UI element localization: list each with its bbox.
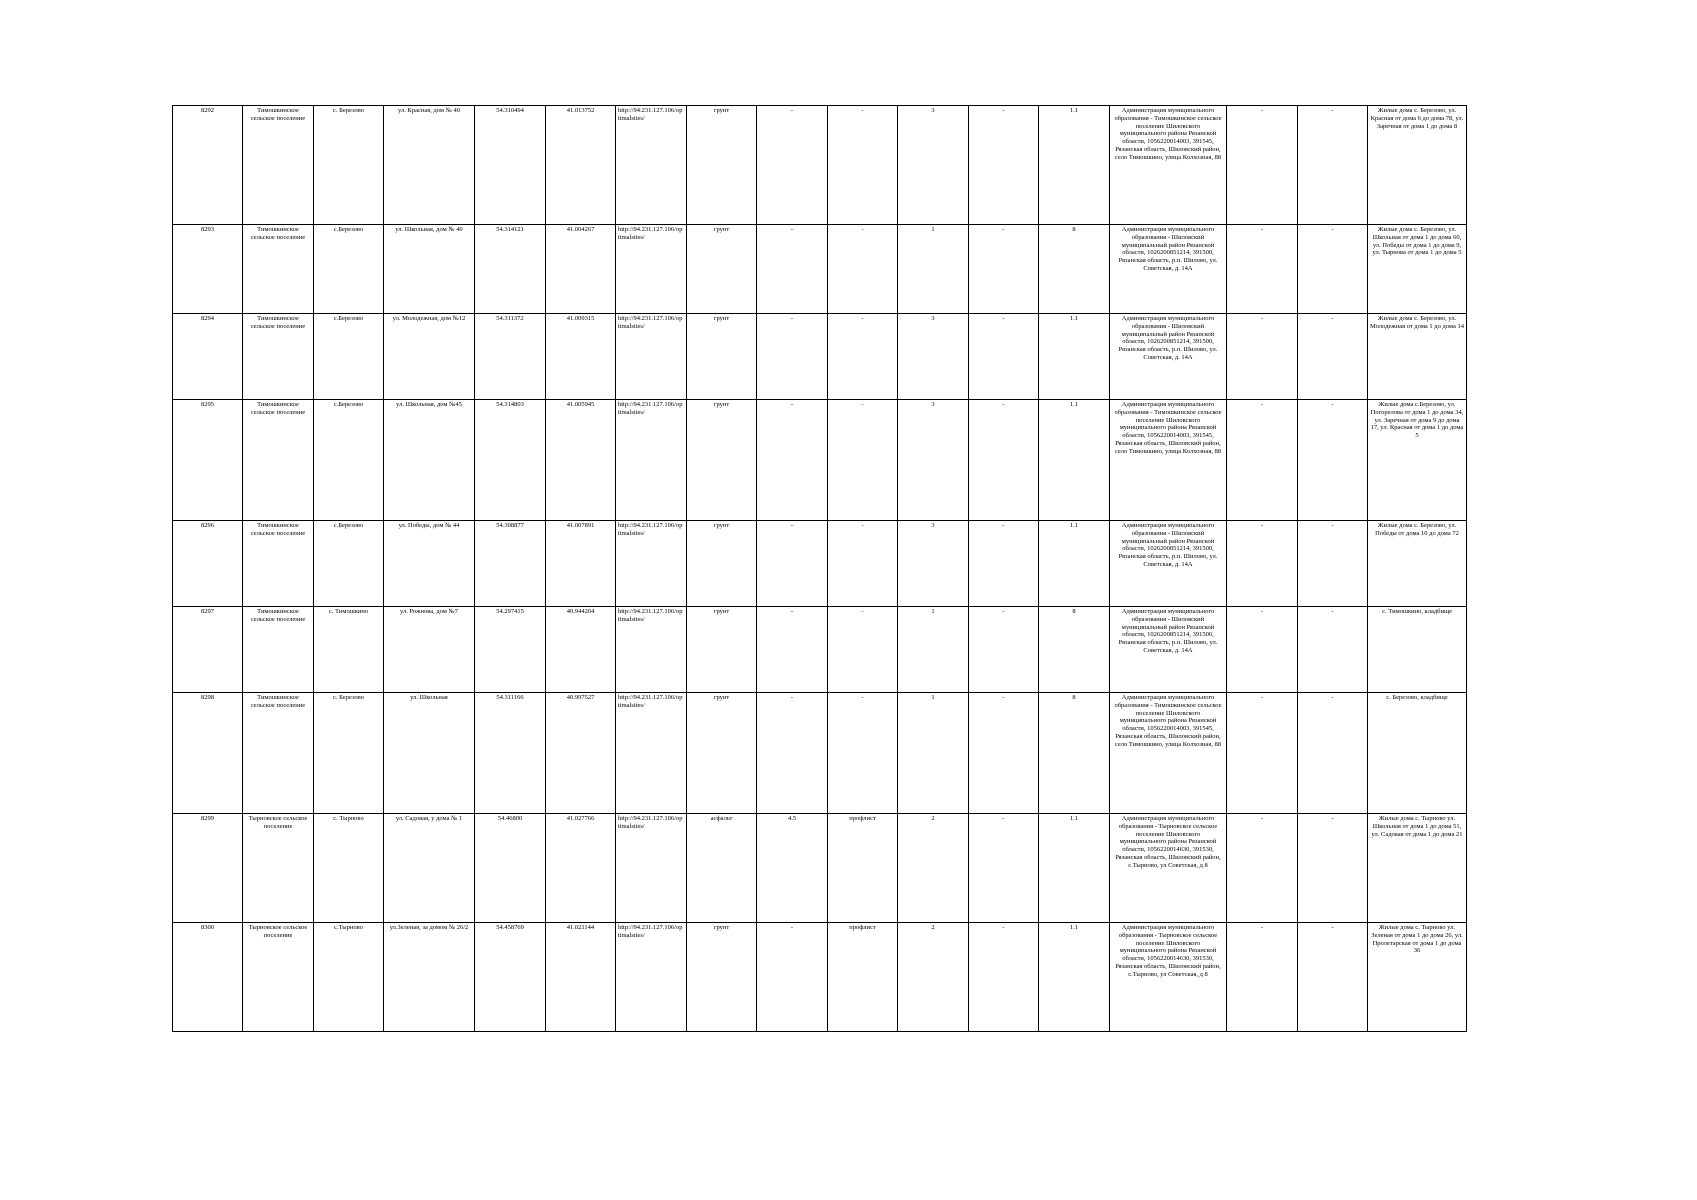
latitude-cell: 54.314803 <box>475 400 546 521</box>
surface-cell: грунт <box>687 923 757 1032</box>
table-row <box>173 225 1467 314</box>
address-cell: ул. Садовая, у дома № 1 <box>384 814 475 923</box>
url-cell: http://94.231.127.106/optimalsites/ <box>616 225 687 314</box>
latitude-cell: 54.297415 <box>475 607 546 693</box>
volume-cell: 1.1 <box>1039 521 1110 607</box>
empty-cell: - <box>1227 693 1298 814</box>
address-cell: ул. Рожнова, дом №7 <box>384 607 475 693</box>
locality-cell: с.Тырново <box>314 923 384 1032</box>
url-cell: http://94.231.127.106/optimalsites/ <box>616 521 687 607</box>
empty-cell: - <box>1298 923 1368 1032</box>
settlement-cell: Тимошкинское сельское поселение <box>243 225 314 314</box>
locality-cell: с. Березово <box>314 693 384 814</box>
volume-cell: 8 <box>1039 225 1110 314</box>
volume-cell: 1.1 <box>1039 814 1110 923</box>
area-cell: - <box>757 400 828 521</box>
empty-cell: - <box>1298 225 1368 314</box>
table-row <box>173 521 1467 607</box>
surface-cell: грунт <box>687 400 757 521</box>
planned-cell: - <box>969 923 1039 1032</box>
volume-cell: 8 <box>1039 607 1110 693</box>
planned-cell: - <box>969 521 1039 607</box>
locality-cell: с. Березово <box>314 106 384 225</box>
row-number: 8300 <box>173 923 243 1032</box>
planned-cell: - <box>969 314 1039 400</box>
latitude-cell: 54.311372 <box>475 314 546 400</box>
containers-cell: 1 <box>898 607 969 693</box>
area-cell: - <box>757 314 828 400</box>
volume-cell: 1.1 <box>1039 314 1110 400</box>
planned-cell: - <box>969 607 1039 693</box>
empty-cell: - <box>1298 814 1368 923</box>
area-cell: - <box>757 923 828 1032</box>
empty-cell: - <box>1227 400 1298 521</box>
planned-cell: - <box>969 814 1039 923</box>
empty-cell: - <box>1227 314 1298 400</box>
url-cell: http://94.231.127.106/optimalsites/ <box>616 814 687 923</box>
url-cell: http://94.231.127.106/optimalsites/ <box>616 400 687 521</box>
volume-cell: 1.1 <box>1039 400 1110 521</box>
longitude-cell: 40.997527 <box>546 693 616 814</box>
row-number: 8297 <box>173 607 243 693</box>
area-cell: - <box>757 607 828 693</box>
longitude-cell: 41.005945 <box>546 400 616 521</box>
volume-cell: 1.1 <box>1039 106 1110 225</box>
owner-cell: Администрация муниципального образования - Тимошкинское сельское поселение Шиловского муниципального района Рязанской области, 1056220014003, 391545, Рязанская область, Шиловский район, село Тимошкино, улица Колхозная, 88 <box>1110 400 1227 521</box>
url-cell: http://94.231.127.106/optimalsites/ <box>616 607 687 693</box>
longitude-cell: 41.013752 <box>546 106 616 225</box>
latitude-cell: 54.314121 <box>475 225 546 314</box>
area-cell: - <box>757 225 828 314</box>
surface-cell: грунт <box>687 106 757 225</box>
area-cell: - <box>757 521 828 607</box>
latitude-cell: 54.46800 <box>475 814 546 923</box>
fence-cell: - <box>828 693 898 814</box>
table-row <box>173 314 1467 400</box>
url-cell: http://94.231.127.106/optimalsites/ <box>616 106 687 225</box>
settlement-cell: Тырновское сельское поселение <box>243 814 314 923</box>
volume-cell: 8 <box>1039 693 1110 814</box>
row-number: 8298 <box>173 693 243 814</box>
row-number: 8299 <box>173 814 243 923</box>
surface-cell: грунт <box>687 521 757 607</box>
longitude-cell: 41.007891 <box>546 521 616 607</box>
owner-cell: Администрация муниципального образования - Шиловский муниципальный район Рязанской области, 1026200851214, 391500, Рязанская область, р.п. Шилово, ул. Советская, д. 14А <box>1110 521 1227 607</box>
containers-cell: 1 <box>898 225 969 314</box>
address-cell: ул. Школьная, дом №45 <box>384 400 475 521</box>
planned-cell: - <box>969 225 1039 314</box>
empty-cell: - <box>1227 225 1298 314</box>
empty-cell: - <box>1298 106 1368 225</box>
sources-cell: Жилые дома с. Тырново ул. Школьная от дома 1 до дома 51, ул. Садовая от дома 1 до дома 21 <box>1368 814 1467 923</box>
sources-cell: Жилые дома с. Тырново ул. Зеленая от дома 1 до дома 26, ул. Пролетарская от дома 1 до дома 36 <box>1368 923 1467 1032</box>
settlement-cell: Тимошкинское сельское поселение <box>243 693 314 814</box>
empty-cell: - <box>1227 106 1298 225</box>
longitude-cell: 40.944204 <box>546 607 616 693</box>
empty-cell: - <box>1298 400 1368 521</box>
surface-cell: грунт <box>687 693 757 814</box>
containers-cell: 3 <box>898 106 969 225</box>
sources-cell: с. Березово, кладбище <box>1368 693 1467 814</box>
settlement-cell: Тимошкинское сельское поселение <box>243 607 314 693</box>
empty-cell: - <box>1298 607 1368 693</box>
sources-cell: с. Тимошкино, кладбище <box>1368 607 1467 693</box>
settlement-cell: Тимошкинское сельское поселение <box>243 106 314 225</box>
row-number: 8295 <box>173 400 243 521</box>
owner-cell: Администрация муниципального образования - Шиловский муниципальный район Рязанской области, 1026200851214, 391500, Рязанская область, р.п. Шилово, ул. Советская, д. 14А <box>1110 225 1227 314</box>
surface-cell: грунт <box>687 225 757 314</box>
url-cell: http://94.231.127.106/optimalsites/ <box>616 314 687 400</box>
latitude-cell: 54.311166 <box>475 693 546 814</box>
containers-cell: 2 <box>898 923 969 1032</box>
settlement-cell: Тимошкинское сельское поселение <box>243 400 314 521</box>
sources-cell: Жилые дома с. Березово, ул. Красная от дома 6 до дома 78, ул. Заречная от дома 1 до дома 8 <box>1368 106 1467 225</box>
fence-cell: профлист <box>828 814 898 923</box>
sources-cell: Жилые дома с. Березово, ул. Школьная от дома 1 до дома 60, ул. Победы от дома 1 до дома 9, ул. Тырнова от дома 1 до дома 5 <box>1368 225 1467 314</box>
containers-cell: 2 <box>898 814 969 923</box>
area-cell: - <box>757 693 828 814</box>
table-row <box>173 607 1467 693</box>
owner-cell: Администрация муниципального образования - Шиловский муниципальный район Рязанской области, 1026200851214, 391500, Рязанская область, р.п. Шилово, ул. Советская, д. 14А <box>1110 314 1227 400</box>
fence-cell: профлист <box>828 923 898 1032</box>
settlement-cell: Тимошкинское сельское поселение <box>243 521 314 607</box>
longitude-cell: 41.004267 <box>546 225 616 314</box>
url-cell: http://94.231.127.106/optimalsites/ <box>616 693 687 814</box>
owner-cell: Администрация муниципального образования - Тырновское сельское поселение Шиловского муниципального района Рязанской области, 1056220014630, 391530, Рязанская область, Шиловский район, с.Тырново, ул Советская, д 8 <box>1110 923 1227 1032</box>
table-body <box>173 106 1467 1032</box>
row-number: 8296 <box>173 521 243 607</box>
fence-cell: - <box>828 400 898 521</box>
locality-cell: с. Тимошкино <box>314 607 384 693</box>
address-cell: ул. Красная, дом № 40 <box>384 106 475 225</box>
planned-cell: - <box>969 693 1039 814</box>
empty-cell: - <box>1298 693 1368 814</box>
fence-cell: - <box>828 521 898 607</box>
fence-cell: - <box>828 106 898 225</box>
empty-cell: - <box>1227 607 1298 693</box>
sources-cell: Жилые дома с.Березово, ул. Погорелова от дома 1 до дома 34, ул. Заречная от дома 9 до дома 17, ул. Красная от дома 1 до дома 5 <box>1368 400 1467 521</box>
owner-cell: Администрация муниципального образования - Тимошкинское сельское поселение Шиловского муниципального района Рязанской области, 1056220014003, 391545, Рязанская область, Шиловский район, село Тимошкино, улица Колхозная, 88 <box>1110 106 1227 225</box>
planned-cell: - <box>969 400 1039 521</box>
table-row <box>173 400 1467 521</box>
longitude-cell: 41.021144 <box>546 923 616 1032</box>
containers-cell: 3 <box>898 314 969 400</box>
planned-cell: - <box>969 106 1039 225</box>
locality-cell: с.Березово <box>314 400 384 521</box>
latitude-cell: 54.308877 <box>475 521 546 607</box>
address-cell: ул. Молодежная, дом №12 <box>384 314 475 400</box>
fence-cell: - <box>828 607 898 693</box>
locality-cell: с.Березово <box>314 225 384 314</box>
row-number: 8292 <box>173 106 243 225</box>
longitude-cell: 41.009315 <box>546 314 616 400</box>
address-cell: ул. Школьная <box>384 693 475 814</box>
empty-cell: - <box>1227 814 1298 923</box>
address-cell: ул. Школьная, дом № 40 <box>384 225 475 314</box>
surface-cell: грунт <box>687 607 757 693</box>
containers-cell: 3 <box>898 400 969 521</box>
row-number: 8294 <box>173 314 243 400</box>
locality-cell: с.Березово <box>314 521 384 607</box>
empty-cell: - <box>1298 521 1368 607</box>
address-cell: ул.Зеленая, за домом № 26/2 <box>384 923 475 1032</box>
settlement-cell: Тимошкинское сельское поселение <box>243 314 314 400</box>
owner-cell: Администрация муниципального образования - Тимошкинское сельское поселение Шиловского муниципального района Рязанской области, 1056220014003, 391545, Рязанская область, Шиловский район, село Тимошкино, улица Колхозная, 88 <box>1110 693 1227 814</box>
table-row <box>173 814 1467 923</box>
locality-cell: с. Тырново <box>314 814 384 923</box>
table-row <box>173 693 1467 814</box>
fence-cell: - <box>828 225 898 314</box>
latitude-cell: 54.458769 <box>475 923 546 1032</box>
area-cell: - <box>757 106 828 225</box>
area-cell: 4.5 <box>757 814 828 923</box>
longitude-cell: 41.027766 <box>546 814 616 923</box>
table-row <box>173 106 1467 225</box>
surface-cell: асфальт <box>687 814 757 923</box>
fence-cell: - <box>828 314 898 400</box>
address-cell: ул. Победы, дом № 44 <box>384 521 475 607</box>
latitude-cell: 54.310494 <box>475 106 546 225</box>
table-row <box>173 923 1467 1032</box>
empty-cell: - <box>1298 314 1368 400</box>
waste-sites-table <box>172 105 1467 1032</box>
empty-cell: - <box>1227 521 1298 607</box>
containers-cell: 1 <box>898 693 969 814</box>
sources-cell: Жилые дома с. Березово, ул. Победы от дома 10 до дома 72 <box>1368 521 1467 607</box>
row-number: 8293 <box>173 225 243 314</box>
volume-cell: 1.1 <box>1039 923 1110 1032</box>
containers-cell: 3 <box>898 521 969 607</box>
settlement-cell: Тырновское сельское поселение <box>243 923 314 1032</box>
url-cell: http://94.231.127.106/optimalsites/ <box>616 923 687 1032</box>
owner-cell: Администрация муниципального образования - Шиловский муниципальный район Рязанской области, 1026200851214, 391500, Рязанская область, р.п. Шилово, ул. Советская, д. 14А <box>1110 607 1227 693</box>
owner-cell: Администрация муниципального образования - Тырновское сельское поселение Шиловского муниципального района Рязанской области, 1056220014630, 391530, Рязанская область, Шиловский район, с.Тырново, ул Советская, д 8 <box>1110 814 1227 923</box>
locality-cell: с.Березово <box>314 314 384 400</box>
empty-cell: - <box>1227 923 1298 1032</box>
sources-cell: Жилые дома с. Березово, ул. Молодежная от дома 1 до дома 14 <box>1368 314 1467 400</box>
surface-cell: грунт <box>687 314 757 400</box>
